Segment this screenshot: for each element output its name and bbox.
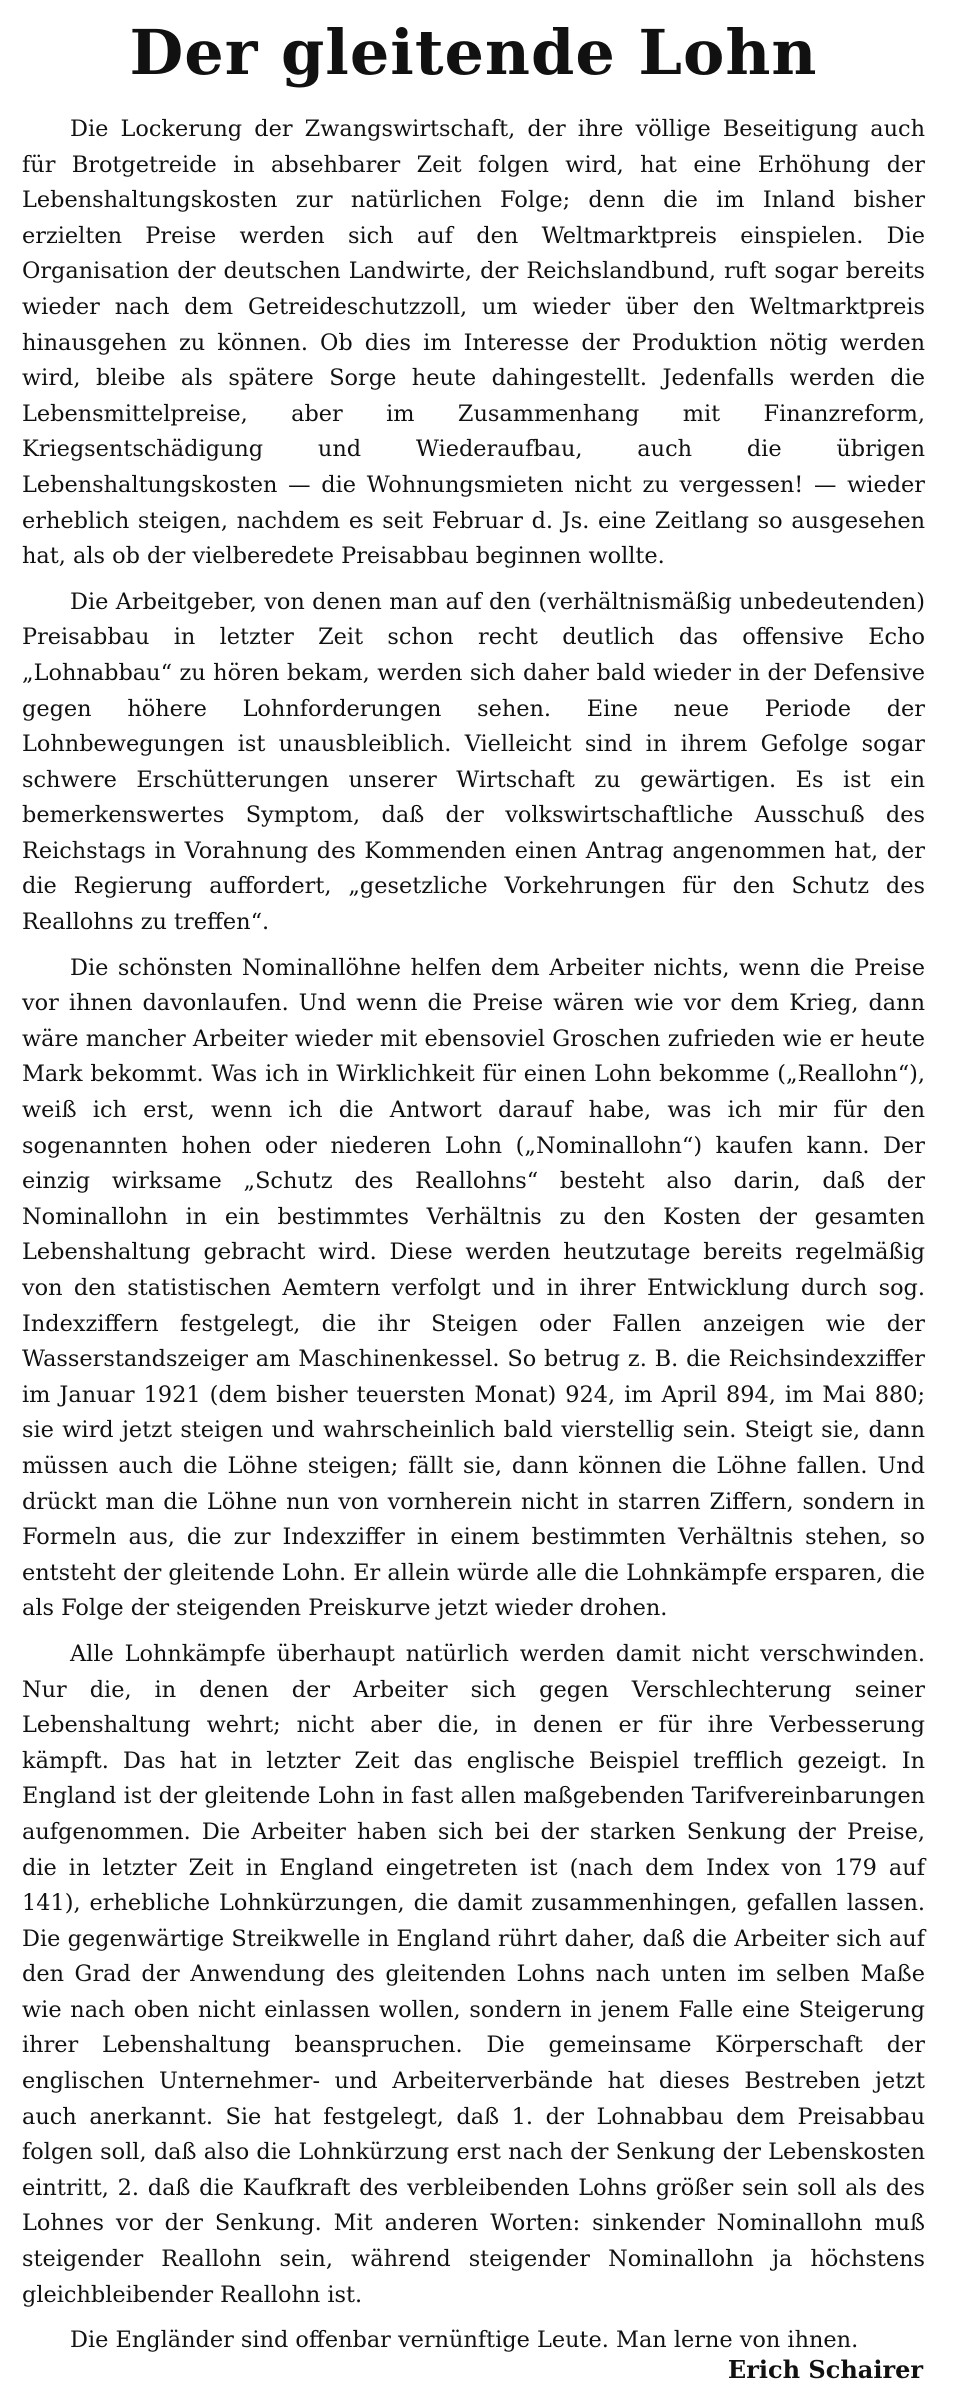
paragraph-4: Alle Lohnkämpfe überhaupt natürlich werden damit nicht verschwinden. Nur die, in denen der Arbeiter sich gegen Verschlechterung seiner Lebenshaltung wehrt; nicht aber die, in denen er für ihre Verbesserung kämpft. Das hat in letzter Zeit das englische Beispiel trefflich gezeigt. In England ist der gleitende Lohn in fast allen maßgebenden Tarifvereinbarungen aufgenommen. Die Arbeiter haben sich bei der starken Senkung der Preise, die in letzter Zeit in England eingetreten ist (nach dem Index von 179 auf 141), erhebliche Lohnkürzungen, die damit zusammenhingen, gefallen lassen. Die gegenwärtige Streikwelle in England rührt daher, daß die Arbeiter sich auf den Grad der Anwendung des gleitenden Lohns nach unten im selben Maße wie nach oben nicht einlassen wollen, sondern in jenem Falle eine Steigerung ihrer Lebenshaltung beanspruchen. Die gemeinsame Körperschaft der englischen Unternehmer- und Arbeiterverbände hat dieses Bestreben jetzt auch anerkannt. Sie hat festgelegt, daß 1. der Lohnabbau dem Preisabbau folgen soll, daß also die Lohnkürzung erst nach der Senkung der Lebenskosten eintritt, 2. daß die Kaufkraft des verbleibenden Lohns größer sein soll als des Lohnes vor der Senkung. Mit anderen Worten: sinkender Nominallohn muß steigender Reallohn sein, während steigender Nominallohn ja höchstens gleichbleibender Reallohn ist. xyxy=(22,1640,925,2308)
paragraph-1: Die Lockerung der Zwangswirtschaft, der ihre völlige Beseitigung auch für Brotgetreide in absehbarer Zeit folgen wird, hat eine Erhöhung der Lebenshaltungskosten zur natürlichen Folge; denn die im Inland bisher erzielten Preise werden sich auf den Weltmarktpreis einspielen. Die Organisation der deutschen Landwirte, der Reichslandbund, ruft sogar bereits wieder nach dem Getreideschutzzoll, um wieder über den Weltmarktpreis hinausgehen zu können. Ob dies im Interesse der Produktion nötig werden wird, bleibe als spätere Sorge heute dahingestellt. Jedenfalls werden die Lebensmittelpreise, aber im Zusammenhang mit Finanzreform, Kriegsentschädigung und Wiederaufbau, auch die übrigen Lebenshaltungskosten — die Wohnungsmieten nicht zu vergessen! — wieder erheblich steigen, nachdem es seit Februar d. Js. eine Zeitlang so ausgesehen hat, als ob der vielberedete Preisabbau beginnen wollte. xyxy=(22,116,925,570)
paragraph-2: Die Arbeitgeber, von denen man auf den (verhältnismäßig unbedeutenden) Preisabbau in letzter Zeit schon recht deutlich das offensive Echo „Lohnabbau“ zu hören bekam, werden sich daher bald wieder in der Defensive gegen höhere Lohnforderungen sehen. Eine neue Periode der Lohnbewegungen ist unausbleiblich. Vielleicht sind in ihrem Gefolge sogar schwere Erschütterungen unserer Wirtschaft zu gewärtigen. Es ist ein bemerkenswertes Symptom, daß der volkswirtschaftliche Ausschuß des Reichstags in Vorahnung des Kommenden einen Antrag angenommen hat, der die Regierung auffordert, „gesetzliche Vorkehrungen für den Schutz des Reallohns zu treffen“. xyxy=(22,588,925,936)
paragraph-3: Die schönsten Nominallöhne helfen dem Arbeiter nichts, wenn die Preise vor ihnen davonlaufen. Und wenn die Preise wären wie vor dem Krieg, dann wäre mancher Arbeiter wieder mit ebensoviel Groschen zufrieden wie er heute Mark bekommt. Was ich in Wirklichkeit für einen Lohn bekomme („Reallohn“), weiß ich erst, wenn ich die Antwort darauf habe, was ich mir für den sogenannten hohen oder niederen Lohn („Nominallohn“) kaufen kann. Der einzig wirksame „Schutz des Reallohns“ besteht also darin, daß der Nominallohn in ein bestimmtes Verhältnis zu den Kosten der gesamten Lebenshaltung gebracht wird. Diese werden heutzutage bereits regelmäßig von den statistischen Aemtern verfolgt und in ihrer Entwicklung durch sog. Indexziffern festgelegt, die ihr Steigen oder Fallen anzeigen wie der Wasserstandszeiger am Maschinenkessel. So betrug z. B. die Reichsindexziffer im Januar 1921 (dem bisher teuersten Monat) 924, im April 894, im Mai 880; sie wird jetzt steigen und wahrscheinlich bald vierstellig sein. Steigt sie, dann müssen auch die Löhne steigen; fällt sie, dann können die Löhne fallen. Und drückt man die Löhne nun von vornherein nicht in starren Ziffern, sondern in Formeln aus, die zur Indexziffer in einem bestimmten Verhältnis stehen, so entsteht der gleitende Lohn. Er allein würde alle die Lohnkämpfe ersparen, die als Folge der steigenden Preiskurve jetzt wieder drohen. xyxy=(22,954,925,1622)
article-headline: Der gleitende Lohn xyxy=(129,16,818,89)
paragraph-5: Die Engländer sind offenbar vernünftige Leute. Man lerne von ihnen. xyxy=(70,2327,859,2354)
author-byline: Erich Schairer xyxy=(727,2355,923,2384)
